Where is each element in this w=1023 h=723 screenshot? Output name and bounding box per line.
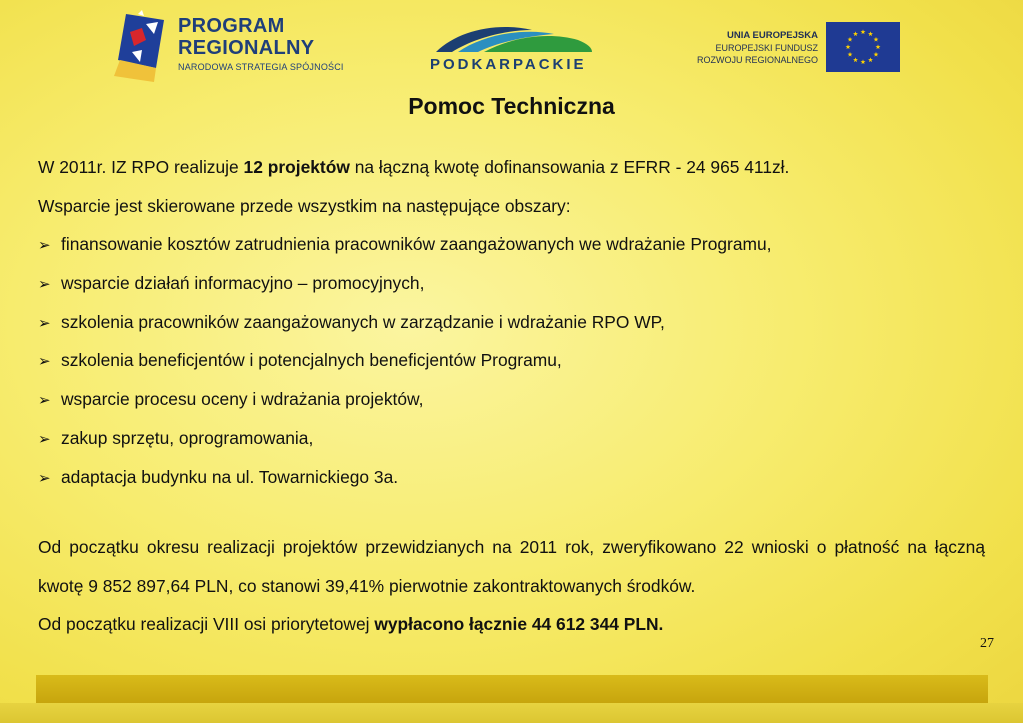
summary-block xyxy=(38,528,985,644)
eu-flag-icon xyxy=(826,22,900,72)
intro-text-post: na łączną kwotę dofinansowania z EFRR - 24 965 411zł. xyxy=(349,157,790,177)
arrow-bullet-icon: ➢ xyxy=(38,353,51,371)
final-line xyxy=(38,605,985,644)
bullet-text: zakup sprzętu, oprogramowania, xyxy=(61,427,314,448)
content-block xyxy=(38,148,988,496)
bullet-text: adaptacja budynku na ul. Towarnickiego 3a. xyxy=(61,466,399,487)
bullet-item xyxy=(38,341,988,380)
podkarpackie-logo xyxy=(428,20,593,76)
arrow-bullet-icon: ➢ xyxy=(38,276,51,294)
arrow-bullet-icon: ➢ xyxy=(38,430,51,448)
podkarpackie-hills-icon xyxy=(428,20,593,56)
footer-bar xyxy=(36,675,988,703)
bullet-item xyxy=(38,458,988,497)
final-text-bold: wypłacono łącznie 44 612 344 PLN. xyxy=(374,614,664,635)
bullet-item xyxy=(38,419,988,458)
program-line2: REGIONALNY xyxy=(178,37,315,59)
program-regionalny-emblem xyxy=(112,10,174,86)
bullet-item xyxy=(38,264,988,303)
intro-line xyxy=(38,148,988,187)
arrow-bullet-icon: ➢ xyxy=(38,314,51,332)
bullet-item xyxy=(38,303,988,342)
eu-line1: UNIA EUROPEJSKA xyxy=(727,30,818,41)
support-intro: Wsparcie jest skierowane przede wszystkim na następujące obszary: xyxy=(38,195,571,216)
intro-text-pre: W 2011r. IZ RPO realizuje xyxy=(38,157,244,177)
bullet-text: szkolenia beneficjentów i potencjalnych beneficjentów Programu, xyxy=(61,350,562,371)
bullet-text: szkolenia pracowników zaangażowanych w zarządzanie i wdrażanie RPO WP, xyxy=(61,311,665,332)
final-text-pre: Od początku realizacji VIII osi priorytetowej xyxy=(38,614,375,635)
page-title: Pomoc Techniczna xyxy=(408,93,615,119)
podkarpackie-text: PODKARPACKIE xyxy=(430,56,587,73)
arrow-bullet-icon: ➢ xyxy=(38,392,51,410)
eu-line3: ROZWOJU REGIONALNEGO xyxy=(696,55,818,65)
intro-text-bold: 12 projektów xyxy=(243,157,350,177)
eu-logo xyxy=(696,22,900,74)
summary-paragraph: Od początku okresu realizacji projektów przewidzianych na 2011 rok, zweryfikowano 22 wnioski o płatność na łączną kwotę 9 852 897,64 PLN, co stanowi 39,41% pierwotnie zakontraktowanych środków. xyxy=(38,537,985,596)
bullet-text: wsparcie działań informacyjno – promocyjnych, xyxy=(61,273,425,294)
bullet-list xyxy=(38,225,988,496)
eu-line2: EUROPEJSKI FUNDUSZ xyxy=(715,43,818,53)
program-line1: PROGRAM xyxy=(178,15,285,37)
program-regionalny-logo xyxy=(112,10,352,86)
bullet-item xyxy=(38,225,988,264)
bullet-text: finansowanie kosztów zatrudnienia pracowników zaangażowanych we wdrażanie Programu, xyxy=(61,234,772,255)
program-line3: NARODOWA STRATEGIA SPÓJNOŚCI xyxy=(178,62,344,72)
bullet-item xyxy=(38,380,988,419)
bullet-text: wsparcie procesu oceny i wdrażania projektów, xyxy=(61,389,424,410)
arrow-bullet-icon: ➢ xyxy=(38,469,51,487)
footer-strip xyxy=(0,703,1023,723)
arrow-bullet-icon: ➢ xyxy=(38,237,51,255)
page-number: 27 xyxy=(980,636,994,651)
